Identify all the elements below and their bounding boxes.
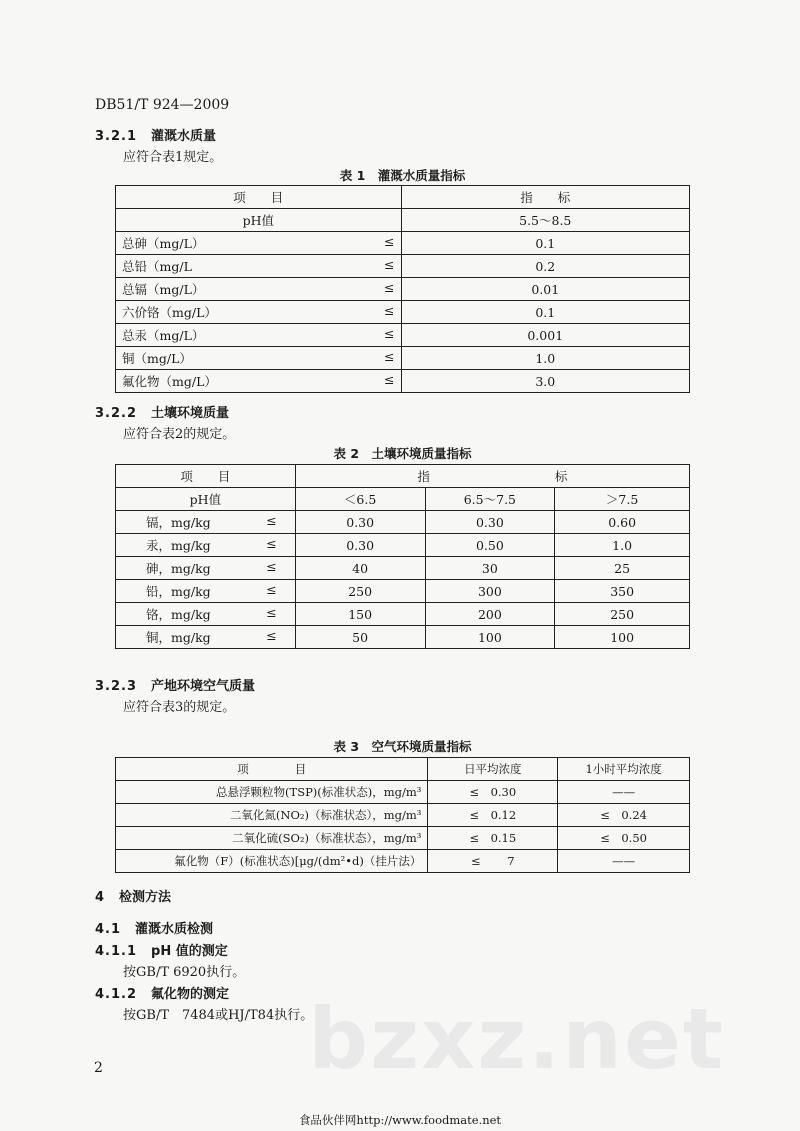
section-number: 4.1 <box>95 922 122 937</box>
section-3-2-2-text: 应符合表2的规定。 <box>123 427 236 442</box>
cell-ph-range: 6.5～7.5 <box>425 488 555 511</box>
table-row <box>116 209 690 232</box>
footer-source: 食品伙伴网http://www.foodmate.net <box>298 1113 502 1127</box>
cell-item: pH值 <box>116 209 402 232</box>
cell-item: 铜，mg/kg ≤ <box>116 626 296 649</box>
section-3-2-1-text: 应符合表1规定。 <box>123 150 223 165</box>
cell-item: 二氧化氮(NO₂)（标准状态），mg/m³ <box>116 804 428 827</box>
table2-caption: 表 2 土壤环境质量指标 <box>333 446 472 461</box>
table-row <box>116 511 690 534</box>
cell-value: 1.0 <box>555 534 690 557</box>
table-row <box>116 626 690 649</box>
cell-item: 二氧化硫(SO₂)（标准状态），mg/m³ <box>116 827 428 850</box>
page-number: 2 <box>94 1060 103 1076</box>
table-row <box>116 781 690 804</box>
cell-item: 总悬浮颗粒物(TSP)(标准状态)，mg/m³ <box>116 781 428 804</box>
table3-caption: 表 3 空气环境质量指标 <box>333 739 472 754</box>
cell-item: 汞，mg/kg ≤ <box>116 534 296 557</box>
section-title: 灌溉水质量 <box>151 129 217 144</box>
cell-daily: ≤ 0.15 <box>428 827 558 850</box>
table3-air-quality <box>115 757 690 873</box>
watermark: bzxz.net <box>308 990 725 1088</box>
cell-item: 六价铬（mg/L） ≤ <box>116 301 402 324</box>
table-row <box>116 534 690 557</box>
section-title: 检测方法 <box>119 890 172 905</box>
cell-item: 氟化物（F）(标准状态)[μg/(dm²•d)（挂片法） <box>116 850 428 873</box>
cell-value: 100 <box>555 626 690 649</box>
table-row <box>116 324 690 347</box>
header-index: 指 标 <box>401 186 689 209</box>
cell-value: 5.5～8.5 <box>401 209 689 232</box>
section-number: 4 <box>95 890 106 905</box>
header-item: 项 目 <box>116 186 402 209</box>
cell-value: 25 <box>555 557 690 580</box>
cell-value: 3.0 <box>401 370 689 393</box>
cell-value: 0.30 <box>425 511 555 534</box>
cell-value: 0.30 <box>295 534 425 557</box>
header-index: 指 标 <box>295 465 689 488</box>
document-code: DB51/T 924—2009 <box>95 97 230 113</box>
section-4-1-2-text: 按GB/T 7484或HJ/T84执行。 <box>123 1008 314 1023</box>
section-title: pH 值的测定 <box>151 944 228 959</box>
header-daily: 日平均浓度 <box>428 758 558 781</box>
cell-value: 0.1 <box>401 301 689 324</box>
cell-value: 150 <box>295 603 425 626</box>
cell-item: 镉，mg/kg ≤ <box>116 511 296 534</box>
cell-item: 总汞（mg/L） ≤ <box>116 324 402 347</box>
section-title: 氟化物的测定 <box>151 987 230 1002</box>
section-3-2-1-heading <box>95 125 216 144</box>
table-row <box>116 804 690 827</box>
cell-value: 0.30 <box>295 511 425 534</box>
cell-value: 200 <box>425 603 555 626</box>
section-number: 4.1.1 <box>95 944 138 959</box>
section-title: 产地环境空气质量 <box>151 679 256 694</box>
section-4-1-heading <box>95 918 213 937</box>
section-number: 3.2.1 <box>95 129 138 144</box>
cell-item: 铜（mg/L） ≤ <box>116 347 402 370</box>
cell-item: 氟化物（mg/L） ≤ <box>116 370 402 393</box>
table-row <box>116 580 690 603</box>
table-row <box>116 603 690 626</box>
cell-daily: ≤ 0.30 <box>428 781 558 804</box>
cell-value: 100 <box>425 626 555 649</box>
cell-value: 0.01 <box>401 278 689 301</box>
cell-hourly: —— <box>558 850 690 873</box>
cell-value: 1.0 <box>401 347 689 370</box>
cell-value: 50 <box>295 626 425 649</box>
cell-value: 300 <box>425 580 555 603</box>
table-row <box>116 347 690 370</box>
section-title: 土壤环境质量 <box>151 406 230 421</box>
cell-value: 350 <box>555 580 690 603</box>
header-hourly: 1小时平均浓度 <box>558 758 690 781</box>
section-4-1-2-heading <box>95 983 229 1002</box>
table-row <box>116 255 690 278</box>
table-row <box>116 557 690 580</box>
table2-soil-quality <box>115 464 690 649</box>
table-header-row <box>116 465 690 488</box>
cell-item: 总铅（mg/L ≤ <box>116 255 402 278</box>
cell-item: 总砷（mg/L） ≤ <box>116 232 402 255</box>
table1-caption: 表 1 灌溉水质量指标 <box>339 168 466 183</box>
cell-hourly: ≤ 0.24 <box>558 804 690 827</box>
cell-daily: ≤ 0.12 <box>428 804 558 827</box>
cell-ph-range: ＞7.5 <box>555 488 690 511</box>
table-header-row <box>116 758 690 781</box>
section-3-2-3-heading <box>95 675 255 694</box>
table-row <box>116 301 690 324</box>
cell-item: 总镉（mg/L） ≤ <box>116 278 402 301</box>
cell-ph-range: ＜6.5 <box>295 488 425 511</box>
table-row <box>116 370 690 393</box>
section-number: 4.1.2 <box>95 987 138 1002</box>
cell-hourly: —— <box>558 781 690 804</box>
section-number: 3.2.3 <box>95 679 138 694</box>
section-4-heading <box>95 886 171 905</box>
cell-hourly: ≤ 0.50 <box>558 827 690 850</box>
section-4-1-1-heading <box>95 940 228 959</box>
section-3-2-2-heading <box>95 402 229 421</box>
cell-value: 0.50 <box>425 534 555 557</box>
cell-item: 砷，mg/kg ≤ <box>116 557 296 580</box>
section-title: 灌溉水质检测 <box>135 922 214 937</box>
cell-value: 250 <box>295 580 425 603</box>
cell-item: 铅，mg/kg ≤ <box>116 580 296 603</box>
header-item: 项 目 <box>116 758 428 781</box>
table-row <box>116 850 690 873</box>
cell-ph-label: pH值 <box>116 488 296 511</box>
cell-value: 0.60 <box>555 511 690 534</box>
header-item: 项 目 <box>116 465 296 488</box>
cell-value: 30 <box>425 557 555 580</box>
section-3-2-3-text: 应符合表3的规定。 <box>123 700 236 715</box>
cell-value: 0.1 <box>401 232 689 255</box>
table1-irrigation-water <box>115 185 690 393</box>
table-row <box>116 278 690 301</box>
cell-value: 0.001 <box>401 324 689 347</box>
cell-daily: ≤ 7 <box>428 850 558 873</box>
cell-value: 40 <box>295 557 425 580</box>
table-row <box>116 827 690 850</box>
table-row <box>116 488 690 511</box>
cell-value: 0.2 <box>401 255 689 278</box>
table-row <box>116 232 690 255</box>
cell-value: 250 <box>555 603 690 626</box>
section-number: 3.2.2 <box>95 406 138 421</box>
cell-item: 铬，mg/kg ≤ <box>116 603 296 626</box>
section-4-1-1-text: 按GB/T 6920执行。 <box>123 965 246 980</box>
table-header-row <box>116 186 690 209</box>
